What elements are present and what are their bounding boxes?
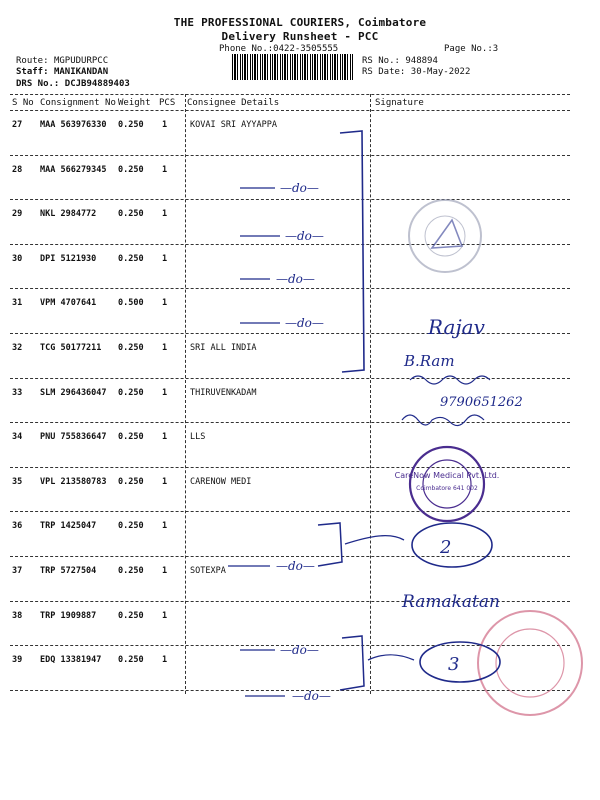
count-three: 3 — [448, 654, 460, 675]
cell-sno: 39 — [12, 655, 23, 666]
signature-rajav: Rajav — [428, 315, 485, 339]
row-rule — [10, 244, 570, 245]
arrow-line — [345, 536, 404, 544]
cell-consignee: SOTEXPA — [190, 566, 226, 576]
staff-label: Staff: — [16, 67, 49, 77]
cell-consignment: PNU 755836647 — [40, 432, 107, 443]
ditto-mark: —do— — [276, 559, 315, 573]
cell-weight: 0.250 — [118, 120, 144, 130]
row-rule — [10, 556, 570, 557]
phone-number: Phone No.:0422-3505555 — [219, 44, 339, 54]
cell-consignment: VPL 213580783 — [40, 476, 107, 487]
col-consignee: Consignee Details — [187, 98, 280, 108]
col-sno: S No — [12, 98, 34, 108]
cell-sno: 37 — [12, 566, 23, 576]
cell-sno: 34 — [12, 432, 23, 443]
cell-consignment: DPI 5121930 — [40, 253, 97, 264]
cell-pcs: 1 — [162, 387, 168, 398]
rs-no-label: RS No.: — [362, 56, 400, 66]
cell-consignee: LLS — [190, 432, 206, 443]
document-title: Delivery Runsheet - PCC — [221, 30, 379, 43]
cell-pcs: 1 — [162, 432, 168, 443]
cell-consignment: MAA 563976330 — [40, 120, 107, 130]
cell-weight: 0.250 — [118, 476, 144, 487]
rs-date-field — [362, 67, 470, 77]
count-two: 2 — [440, 537, 452, 558]
rs-no-value: 948894 — [405, 56, 438, 66]
cell-consignee: SRI ALL INDIA — [190, 343, 257, 353]
col-signature: Signature — [375, 98, 424, 108]
cell-consignment: SLM 296436047 — [40, 387, 107, 398]
cell-consignee: THIRUVENKADAM — [190, 387, 257, 398]
cell-weight: 0.250 — [118, 566, 144, 576]
ditto-bracket — [340, 636, 364, 690]
cell-consignment: TRP 1425047 — [40, 521, 97, 532]
cell-weight: 0.250 — [118, 610, 144, 621]
route-label: Route: — [16, 56, 49, 66]
drs-label: DRS No.: — [16, 79, 60, 89]
cell-consignee: CARENOW MEDI — [190, 476, 252, 487]
cell-consignment: EDQ 13381947 — [40, 655, 102, 666]
col-consignment: Consignment No — [40, 98, 116, 108]
cell-pcs: 1 — [162, 521, 168, 532]
cell-pcs: 1 — [162, 655, 168, 666]
cell-sno: 33 — [12, 387, 23, 398]
signature-phone: 9790651262 — [440, 395, 523, 410]
row-rule — [10, 645, 570, 646]
col-weight: Weight — [118, 98, 151, 108]
signature-column-rule — [370, 94, 371, 694]
table-header-rule — [10, 110, 570, 111]
cell-pcs: 1 — [162, 566, 168, 576]
count-circle — [412, 523, 492, 567]
cell-sno: 31 — [12, 298, 23, 309]
barcode-image — [232, 54, 354, 80]
cell-sno: 29 — [12, 209, 23, 220]
stamp-city: Coimbatore 641 002 — [416, 485, 478, 492]
row-rule — [10, 690, 570, 691]
cell-consignment: MAA 566279345 — [40, 164, 107, 175]
cell-pcs: 1 — [162, 298, 168, 309]
rs-date-value: 30-May-2022 — [410, 67, 471, 77]
ditto-mark: —do— — [285, 316, 324, 330]
row-rule — [10, 467, 570, 468]
cell-consignment: VPM 4707641 — [40, 298, 97, 309]
cell-pcs: 1 — [162, 476, 168, 487]
cell-consignment: TRP 5727504 — [40, 566, 97, 576]
drs-field — [16, 79, 130, 89]
cell-weight: 0.250 — [118, 343, 144, 353]
cell-consignment: TRP 1909887 — [40, 610, 97, 621]
consignee-column-rule — [185, 94, 186, 694]
cell-pcs: 1 — [162, 610, 168, 621]
col-pcs: PCS — [159, 98, 176, 108]
rs-no-field — [362, 56, 438, 66]
signature-bram: B.Ram — [404, 352, 455, 370]
cell-sno: 27 — [12, 120, 23, 130]
cell-weight: 0.250 — [118, 253, 144, 264]
count-circle — [420, 642, 500, 682]
cell-weight: 0.250 — [118, 387, 144, 398]
cell-pcs: 1 — [162, 209, 168, 220]
row-rule — [10, 333, 570, 334]
drs-value: DCJB94889403 — [64, 79, 130, 89]
cell-sno: 38 — [12, 610, 23, 621]
cell-consignee: KOVAI SRI AYYAPPA — [190, 120, 277, 130]
staff-field — [16, 67, 108, 77]
ditto-bracket — [340, 131, 364, 372]
stamp-text: CareNow Medical Pvt. Ltd. — [394, 471, 500, 480]
cell-consignment: NKL 2984772 — [40, 209, 97, 220]
cell-weight: 0.250 — [118, 521, 144, 532]
cell-pcs: 1 — [162, 253, 168, 264]
cell-weight: 0.250 — [118, 655, 144, 666]
route-value: MGPUDURPCC — [53, 56, 109, 66]
cell-sno: 28 — [12, 164, 23, 175]
ditto-mark: —do— — [276, 272, 315, 286]
cell-weight: 0.250 — [118, 432, 144, 443]
rs-date-label: RS Date: — [362, 67, 406, 77]
tamil-signature — [402, 415, 484, 426]
cell-sno: 35 — [12, 476, 23, 487]
cell-pcs: 1 — [162, 164, 168, 175]
ditto-mark: —do— — [292, 689, 331, 703]
cell-sno: 36 — [12, 521, 23, 532]
arrow-line — [368, 655, 414, 660]
table-top-rule — [10, 94, 570, 95]
cell-weight: 0.250 — [118, 209, 144, 220]
cell-sno: 30 — [12, 253, 23, 264]
ditto-mark: —do— — [280, 643, 319, 657]
cell-pcs: 1 — [162, 120, 168, 130]
ditto-bracket — [318, 523, 342, 566]
row-rule — [10, 511, 570, 512]
company-name: THE PROFESSIONAL COURIERS, Coimbatore — [173, 16, 427, 29]
row-rule — [10, 155, 570, 156]
cell-pcs: 1 — [162, 343, 168, 353]
pink-seal — [478, 611, 582, 715]
cell-consignment: TCG 50177211 — [40, 343, 102, 353]
row-rule — [10, 288, 570, 289]
ditto-mark: —do— — [285, 229, 324, 243]
cell-weight: 0.500 — [118, 298, 144, 309]
faded-seal — [409, 200, 481, 272]
cell-weight: 0.250 — [118, 164, 144, 175]
row-rule — [10, 378, 570, 379]
page-number: Page No.:3 — [444, 44, 499, 54]
row-rule — [10, 601, 570, 602]
route-field — [16, 56, 108, 66]
cell-sno: 32 — [12, 343, 23, 353]
ditto-mark: —do— — [280, 181, 319, 195]
row-rule — [10, 422, 570, 423]
carenow-stamp — [395, 447, 500, 521]
row-rule — [10, 199, 570, 200]
staff-value: MANIKANDAN — [53, 67, 109, 77]
signature-ramakatan: Ramakatan — [402, 592, 500, 612]
